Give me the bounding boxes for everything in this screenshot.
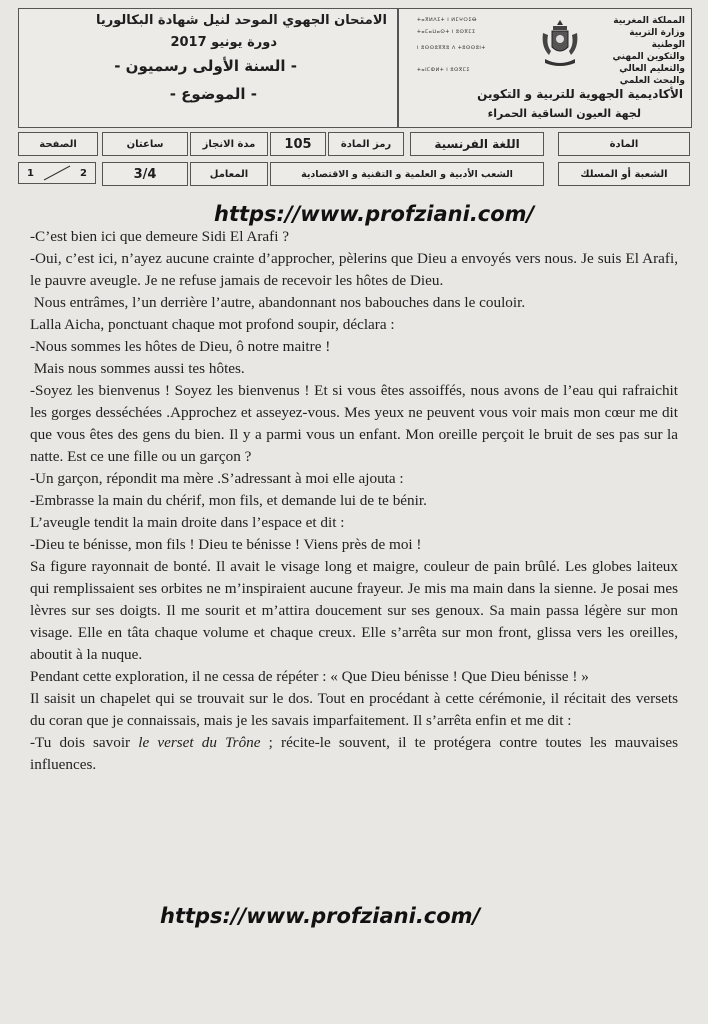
branch-value: الشعب الأدبية و العلمية و التقنية و الاقتصادية <box>270 162 544 186</box>
subject-value: اللغة الفرنسية <box>410 132 544 156</box>
coefficient-value: 3/4 <box>102 162 188 186</box>
paragraph: Il saisit un chapelet qui se trouvait sur le dos. Tout en procédant à cette cérémonie, il récitait des versets du coran que je connaissais, mais je les savais imparfaitement. Il s’arrêta enfin et me dit : <box>30 690 678 729</box>
tifinagh-line-2: ⵜⴰⵎⴰⵡⴰⵙⵜ ⵏ ⵓⵙⴳⵎⵉ <box>417 29 476 35</box>
paragraph: -Un garçon, répondit ma mère .S’adressant à moi elle ajouta : <box>30 470 404 487</box>
coefficient-label: المعامل <box>190 162 268 186</box>
paragraph: -Oui, c’est ici, n’ayez aucune crainte d’approcher, pèlerins que Dieu a envoyés vers nous. Je suis El Arafi, le pauvre aveugle. Je ne refuse jamais de recevoir les hôtes de Dieu. <box>30 250 678 289</box>
exam-header <box>18 8 690 128</box>
page-number-box <box>18 162 96 184</box>
subject-code-label: رمز المادة <box>328 132 404 156</box>
paragraph: -Dieu te bénisse, mon fils ! Dieu te bénisse ! Viens près de moi ! <box>30 536 422 553</box>
ministry-line-2: وزارة التربية الوطنية <box>629 28 685 50</box>
paragraph: -C’est bien ici que demeure Sidi El Arafi ? <box>30 228 289 245</box>
ministry-box <box>398 8 692 128</box>
ministry-line-3: والتكوين المهني <box>612 52 685 62</box>
ministry-line-1: المملكة المغربية <box>613 16 685 26</box>
coat-of-arms-icon <box>539 17 581 69</box>
exam-title: الامتحان الجهوي الموحد لنيل شهادة البكالوريا <box>96 13 387 28</box>
info-row-2 <box>18 162 690 186</box>
duration-label: مدة الانجاز <box>190 132 268 156</box>
academy-name: الأكاديمية الجهوية للتربية و التكوين <box>477 87 683 101</box>
paragraph: Mais nous sommes aussi tes hôtes. <box>30 360 245 377</box>
watermark-url-top: https://www.profziani.com/ <box>214 202 535 226</box>
academy-region: لجهة العيون الساقية الحمراء <box>487 107 641 120</box>
paragraph-part: -Tu dois savoir <box>30 734 139 751</box>
paragraph-part: ; récite-le souvent, il te protégera contre toutes les mauvaises influences. <box>30 734 679 773</box>
page-current: 1 <box>27 167 34 179</box>
passage-text <box>30 226 678 776</box>
exam-session: دورة يونيو 2017 <box>170 35 277 50</box>
ministry-line-4: والتعليم العالي والبحث العلمي <box>619 64 685 86</box>
page-total: 2 <box>80 167 87 179</box>
watermark-url-bottom: https://www.profziani.com/ <box>160 904 481 928</box>
branch-label: الشعبة أو المسلك <box>558 162 690 186</box>
paragraph: Lalla Aicha, ponctuant chaque mot profond soupir, déclara : <box>30 316 395 333</box>
ministry-text <box>595 15 685 87</box>
duration-value: ساعتان <box>102 132 188 156</box>
subject-field-label: المادة <box>558 132 690 156</box>
page-divider-slash <box>42 164 72 182</box>
tifinagh-line-4: ⵜⴰⵏⵎⵀⵍⵜ ⵏ ⵓⵙⴳⵎⵉ <box>417 67 471 73</box>
subject-heading: - الموضوع - <box>169 85 257 103</box>
paragraph <box>30 732 678 776</box>
paragraph: -Soyez les bienvenus ! Soyez les bienvenus ! Et si vous êtes assoiffés, nous avons de l’eau qui rafraichit les gorges desséchées .Approchez et asseyez-vous. Mes yeux ne peuvent vous voir mais mon cœur me dit que vous êtes des gens du bien. Il y a parmi vous un enfant. Mon oreille perçoit le bruit de ses pas sur la natte. Est ce une fille ou un garçon ? <box>30 382 678 465</box>
page-label: الصفحة <box>18 132 98 156</box>
tifinagh-line-3: ⵏ ⵓⵙⵙⵓⴳⴳⵓ ⴷ ⵜⵓⵙⵙⵓⵏⵜ <box>417 45 486 51</box>
paragraph: -Nous sommes les hôtes de Dieu, ô notre maitre ! <box>30 338 331 355</box>
paragraph: L’aveugle tendit la main droite dans l’espace et dit : <box>30 514 345 531</box>
paragraph: Sa figure rayonnait de bonté. Il avait le visage long et maigre, couleur de pain brûlé. Les globes laiteux qui remplissaient ses orbites ne m’inspiraient aucune frayeur. Je mis ma main dans la sienne. Je posai mes lèvres sur ses doigts. Il me sourit et m’attira doucement sur ses genoux. Sa main passa légère sur mon visage. Elle en tâta chaque volume et chaque creux. Elle s’arrêta sur mon front, glissa vers les oreilles, aboutit à la nuque. <box>30 558 678 663</box>
tifinagh-line-1: ⵜⴰⴳⵍⴷⵉⵜ ⵏ ⵍⵎⵖⵔⵉⴱ <box>417 17 477 23</box>
info-row-1 <box>18 132 690 156</box>
exam-title-box <box>18 8 398 128</box>
paragraph: Pendant cette exploration, il ne cessa de répéter : « Que Dieu bénisse ! Que Dieu bénisse ! » <box>30 668 589 685</box>
paragraph: Nous entrâmes, l’un derrière l’autre, abandonnant nos babouches dans le couloir. <box>30 294 526 311</box>
subject-code-value: 105 <box>270 132 326 156</box>
exam-level: - السنة الأولى رسميون - <box>114 57 297 75</box>
paragraph: -Embrasse la main du chérif, mon fils, et demande lui de te bénir. <box>30 492 427 509</box>
verse-title: le verset du Trône <box>138 734 261 751</box>
